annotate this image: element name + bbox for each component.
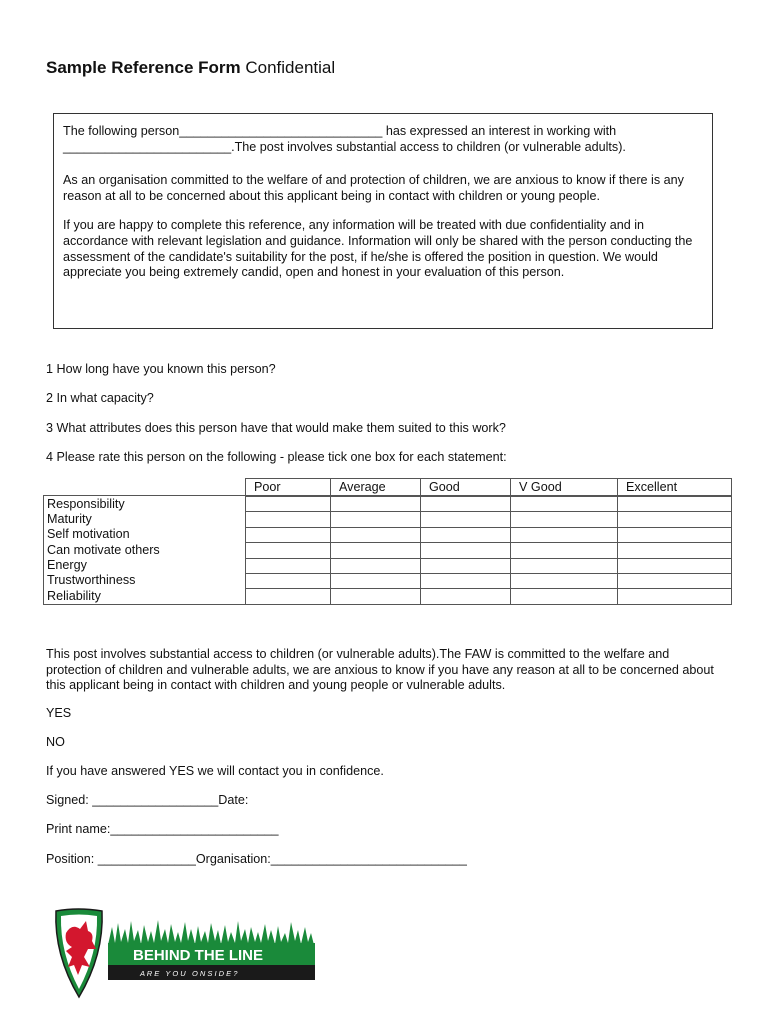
question-1: 1 How long have you known this person? — [46, 362, 276, 376]
rating-cell[interactable] — [331, 543, 421, 558]
signed-date-line[interactable]: Signed: __________________Date: — [46, 793, 249, 807]
grass-icon — [108, 920, 314, 945]
rating-cell[interactable] — [331, 589, 421, 604]
table-row — [44, 527, 732, 542]
behind-the-line-logo — [38, 905, 320, 1001]
rating-header-average: Average — [331, 479, 421, 496]
rating-cell[interactable] — [421, 497, 511, 512]
print-name-line[interactable]: Print name:________________________ — [46, 822, 279, 836]
table-row — [44, 573, 732, 588]
rating-table — [43, 478, 732, 605]
rating-cell[interactable] — [246, 512, 331, 527]
logo-graphic — [38, 905, 320, 1001]
rating-cell[interactable] — [331, 527, 421, 542]
rating-cell[interactable] — [246, 527, 331, 542]
rating-label-can-motivate: Can motivate others — [44, 543, 246, 558]
rating-cell[interactable] — [618, 558, 732, 573]
rating-cell[interactable] — [618, 527, 732, 542]
table-row — [44, 512, 732, 527]
intro-paragraph-1 — [63, 124, 703, 155]
rating-cell[interactable] — [246, 573, 331, 588]
table-row — [44, 497, 732, 512]
rating-cell[interactable] — [246, 497, 331, 512]
rating-cell[interactable] — [618, 512, 732, 527]
rating-cell[interactable] — [331, 558, 421, 573]
rating-cell[interactable] — [421, 573, 511, 588]
rating-cell[interactable] — [511, 573, 618, 588]
form-title — [46, 58, 335, 78]
rating-header-good: Good — [421, 479, 511, 496]
rating-cell[interactable] — [511, 512, 618, 527]
intro-line-1: The following person_____________________________ has expressed an interest in working with — [63, 124, 617, 138]
rating-cell[interactable] — [511, 558, 618, 573]
answer-no[interactable]: NO — [46, 735, 65, 749]
rating-header-row — [44, 479, 732, 496]
rating-label-responsibility: Responsibility — [44, 497, 246, 512]
rating-cell[interactable] — [331, 512, 421, 527]
rating-cell[interactable] — [331, 497, 421, 512]
answer-yes[interactable]: YES — [46, 706, 72, 720]
rating-cell[interactable] — [618, 573, 732, 588]
statement-paragraph: This post involves substantial access to children (or vulnerable adults).The FAW is committed to the welfare and protection of children and vulnerable adults, we are anxious to know if you have any reason at all to be concerned about this applicant being in contact with children and young people or vulnerable adults. — [46, 647, 714, 693]
position-organisation-line[interactable]: Position: ______________Organisation:____________________________ — [46, 852, 467, 866]
rating-header-vgood: V Good — [511, 479, 618, 496]
logo-name: BEHIND THE LINE — [133, 947, 264, 964]
form-title-confidential: Confidential — [245, 58, 336, 77]
rating-cell[interactable] — [421, 543, 511, 558]
table-row — [44, 558, 732, 573]
rating-cell[interactable] — [246, 543, 331, 558]
table-row — [44, 589, 732, 604]
intro-line-2: ________________________.The post involves substantial access to children (or vulnerable adults). — [63, 139, 626, 154]
question-3: 3 What attributes does this person have that would make them suited to this work? — [46, 421, 506, 435]
rating-cell[interactable] — [618, 497, 732, 512]
rating-cell[interactable] — [511, 543, 618, 558]
intro-paragraph-3: If you are happy to complete this reference, any information will be treated with due confidentiality and in accordance with relevant legislation and guidance. Information will only be shared with the person conducting the assessment of the candidate's suitability for the post, if he/she is offered the position in question. We would appreciate you being extremely candid, open and honest in your evaluation of this person. — [63, 218, 693, 280]
rating-header-poor: Poor — [246, 479, 331, 496]
rating-cell[interactable] — [421, 558, 511, 573]
rating-cell[interactable] — [331, 573, 421, 588]
rating-cell[interactable] — [618, 543, 732, 558]
rating-cell[interactable] — [246, 558, 331, 573]
rating-cell[interactable] — [511, 589, 618, 604]
table-row — [44, 543, 732, 558]
rating-cell[interactable] — [421, 589, 511, 604]
rating-label-reliability: Reliability — [44, 589, 246, 604]
form-title-bold: Sample Reference Form — [46, 58, 241, 77]
rating-cell[interactable] — [421, 512, 511, 527]
rating-cell[interactable] — [618, 589, 732, 604]
rating-cell[interactable] — [511, 497, 618, 512]
rating-cell[interactable] — [511, 527, 618, 542]
rating-header-blank — [44, 479, 246, 496]
rating-label-maturity: Maturity — [44, 512, 246, 527]
rating-label-trustworthiness: Trustworthiness — [44, 573, 246, 588]
question-4: 4 Please rate this person on the following - please tick one box for each statement: — [46, 450, 507, 464]
rating-header-excellent: Excellent — [618, 479, 732, 496]
rating-label-energy: Energy — [44, 558, 246, 573]
rating-cell[interactable] — [246, 589, 331, 604]
rating-cell[interactable] — [421, 527, 511, 542]
rating-label-self-motivation: Self motivation — [44, 527, 246, 542]
logo-tagline: A R E Y O U O N S I D E ? — [140, 969, 238, 978]
followup-text: If you have answered YES we will contact you in confidence. — [46, 764, 384, 778]
question-2: 2 In what capacity? — [46, 391, 154, 405]
intro-paragraph-2: As an organisation committed to the welfare of and protection of children, we are anxious to know if there is any reason at all to be concerned about this applicant being in contact with children or young people. — [63, 173, 684, 203]
intro-box — [53, 113, 713, 329]
